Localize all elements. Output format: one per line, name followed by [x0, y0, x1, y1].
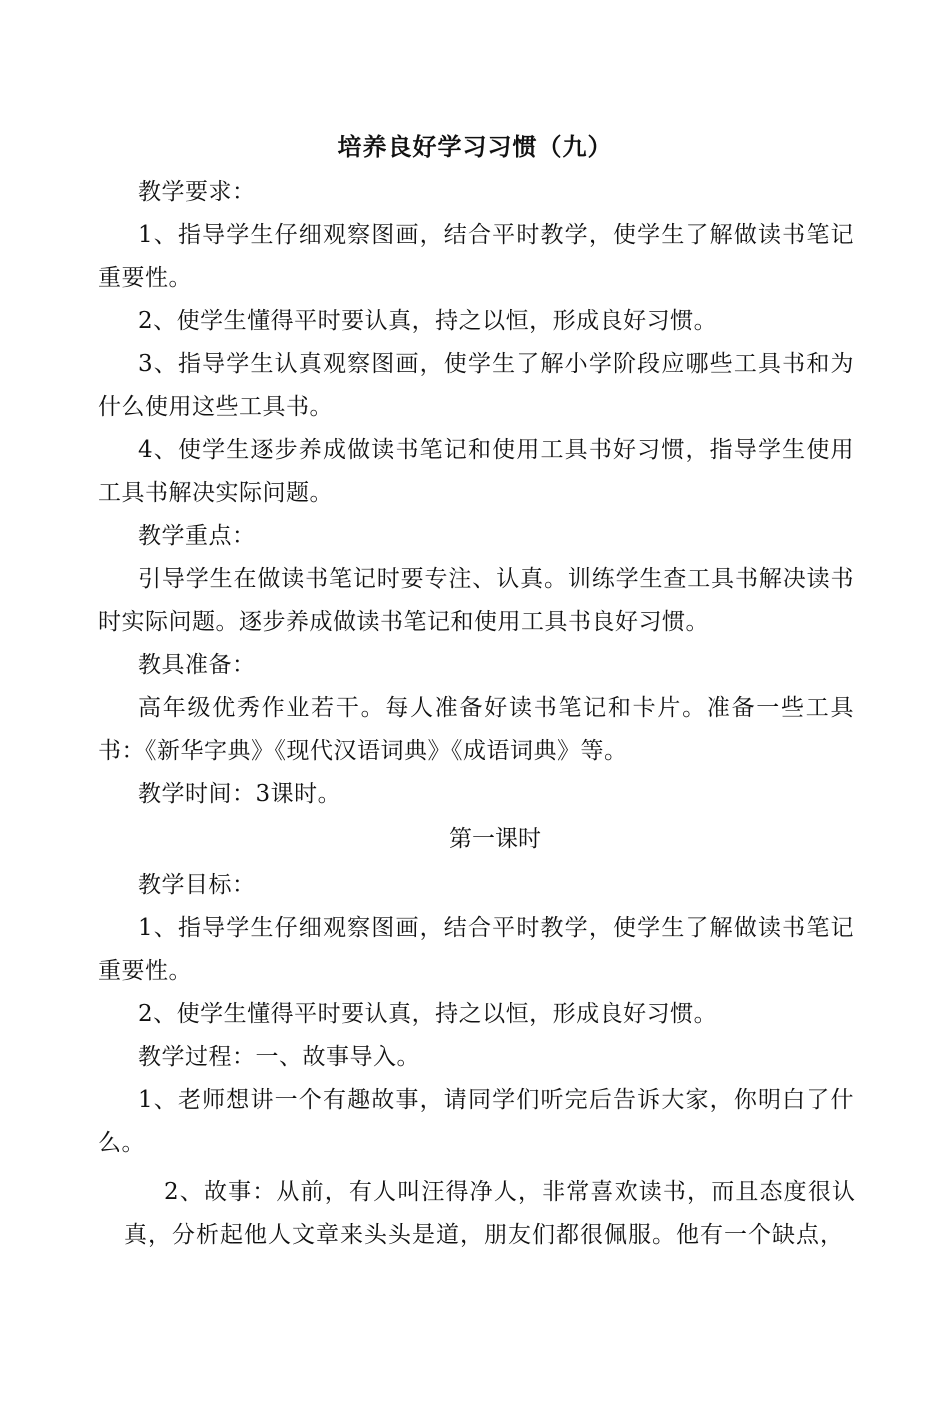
lesson-process-heading: 教学过程：一、故事导入。	[138, 1044, 420, 1070]
requirement-item-2: 2、使学生懂得平时要认真，持之以恒，形成良好习惯。	[138, 308, 718, 334]
materials-heading: 教具准备：	[138, 652, 256, 678]
lesson-goal-2: 2、使学生懂得平时要认真，持之以恒，形成良好习惯。	[138, 1001, 718, 1027]
lesson-goal-1: 1、指导学生仔细观察图画，结合平时教学，使学生了解做读书笔记重要性。	[98, 915, 854, 984]
requirement-item-3: 3、指导学生认真观察图画，使学生了解小学阶段应哪些工具书和为什么使用这些工具书。	[98, 351, 854, 420]
teaching-focus-text: 引导学生在做读书笔记时要专注、认真。训练学生查工具书解决读书时实际问题。逐步养成做读书笔记和使用工具书良好习惯。	[98, 566, 854, 635]
lesson-step-2-story: 2、故事：从前，有人叫汪得净人，非常喜欢读书，而且态度很认真，分析起他人文章来头头是道，朋友们都很佩服。他有一个缺点，	[124, 1179, 856, 1248]
teaching-requirements-heading: 教学要求：	[138, 179, 256, 205]
lesson-step-1: 1、老师想讲一个有趣故事，请同学们听完后告诉大家，你明白了什么。	[98, 1087, 854, 1156]
teaching-time: 教学时间：3课时。	[138, 781, 342, 807]
requirement-item-1: 1、指导学生仔细观察图画，结合平时教学，使学生了解做读书笔记重要性。	[98, 222, 854, 291]
materials-text: 高年级优秀作业若干。每人准备好读书笔记和卡片。准备一些工具书：《新华字典》《现代汉语词典》《成语词典》等。	[98, 695, 854, 764]
document-title: 培养良好学习习惯（九）	[337, 132, 613, 161]
requirement-item-4: 4、使学生逐步养成做读书笔记和使用工具书好习惯，指导学生使用工具书解决实际问题。	[98, 437, 854, 506]
lesson-title: 第一课时	[449, 826, 541, 852]
teaching-focus-heading: 教学重点：	[138, 523, 256, 549]
lesson-goals-heading: 教学目标：	[138, 872, 256, 898]
